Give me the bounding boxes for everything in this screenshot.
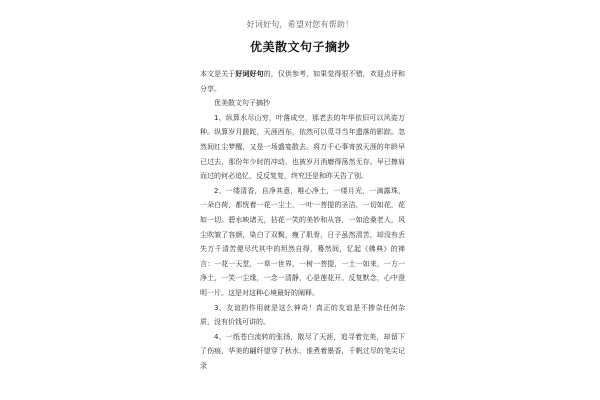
paragraph-2: 2、一缕清香，自净其意，唯心净土，一缕月光，一滴露珠，一朵白荷，都恍着一花一尘土，一叶一菩提的圣洁，一切如花，花如一切。碧水映诸天，拈花一笑的美妙和从容，一如沧桑老人，风尘吹皱了容颜，染白了双鬓，瘦了肌骨，日子虽然清苦，却没有丢失万千清苦便尽代其中的坦然自得，蓦然间，忆起《佛典》的禅言：一花一天堂，一草一世界，一树一菩提，一土一如来，一方一净土，一笑一尘缘，一念一清静，心是莲花开。反复默念，心中澄明一片。这是对这种心境最好的阐释。	[200, 186, 405, 297]
intro-prefix: 本文是关于	[200, 70, 236, 78]
subheading: 优美散文句子摘抄	[214, 99, 270, 108]
article-body	[200, 67, 405, 373]
intro-paragraph	[200, 67, 405, 96]
intro-keyword: 好词好句	[235, 70, 264, 78]
paragraph-1: 1、纵算水尽山穷，叶落成空，那老去的年华依旧可以风姿万种。纵算岁月蹉跎，天涯西东，依然可以觅寻当年遗落的影踪。忽然间红尘梦醒，又是一场盛宴散去。将万千心事寄放天涯的年龄早已过去，那份年少时的冲动，也被岁月消磨得荡然无存。早已擦肩而过的何必追忆，反反复复，终究还是和昨天告了别。	[200, 113, 405, 181]
intro-suffix: 的，仅供参考，如果觉得很不错，欢迎点评和分享。	[200, 70, 406, 93]
paragraph-3: 3、友谊的作用就是这么神奇！真正的友谊是不掺杂任何杂质，没有价钱可讲的。	[200, 303, 405, 327]
page-title: 优美散文句子摘抄	[249, 40, 350, 54]
header-note: 好词好句，希望对您有帮助！	[246, 20, 354, 29]
paragraph-4: 4、一纸苍白流转的张扬，散尽了天涯，追寻着完美，却留下了伤痕，华美的翩纤望穿了秋水，谁煮着墨香，千帆过尽的笔尖记录	[200, 332, 405, 370]
